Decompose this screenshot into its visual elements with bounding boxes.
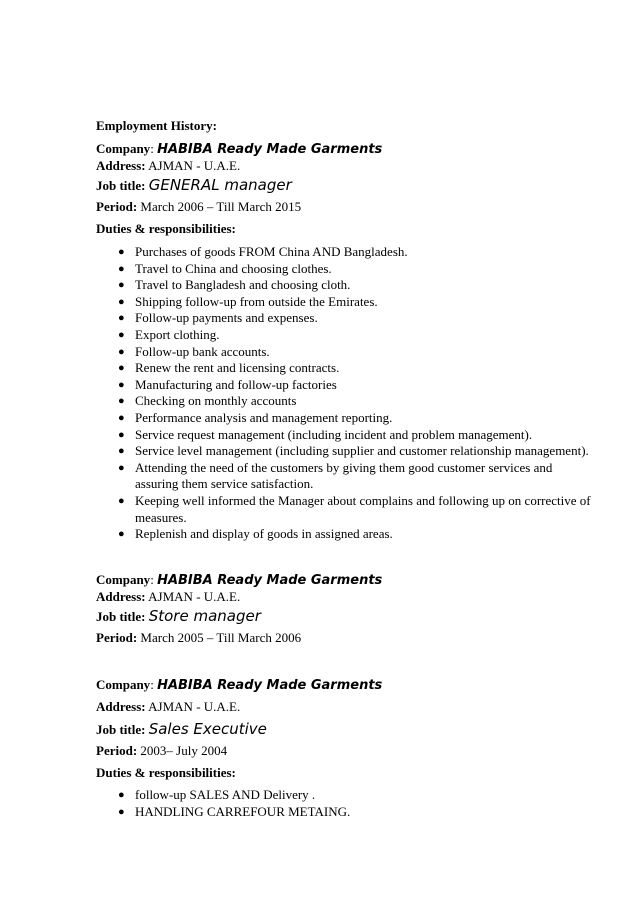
- job-entry-3: [96, 674, 606, 784]
- period-line: [96, 740, 606, 762]
- list-item: ● Service level management (including supplier and customer relationship management).: [118, 443, 589, 459]
- list-item: ● Travel to Bangladesh and choosing cloth.: [118, 277, 351, 293]
- list-item: ● Export clothing.: [118, 326, 220, 342]
- address-label: Address:: [96, 699, 146, 714]
- list-item: ● Travel to China and choosing clothes.: [118, 260, 332, 276]
- list-item: ● Renew the rent and licensing contracts.: [118, 360, 340, 376]
- period-value: March 2006 – Till March 2015: [140, 199, 302, 214]
- address-value: AJMAN - U.A.E.: [148, 699, 241, 714]
- period-line: [96, 196, 606, 218]
- job-entry-1: [96, 140, 606, 240]
- address-label: Address:: [96, 158, 146, 173]
- job-title-value: Sales Executive: [148, 720, 267, 738]
- list-item: ● Follow-up payments and expenses.: [118, 310, 318, 326]
- list-item: ● Purchases of goods FROM China AND Bangladesh.: [118, 244, 408, 259]
- list-item: ● Checking on monthly accounts: [118, 393, 297, 409]
- company-label: Company: [96, 677, 151, 692]
- job-title-label: Job title:: [96, 722, 146, 737]
- job-title-line: [96, 174, 606, 196]
- company-line: Company: HABIBA Ready Made Garments: [96, 141, 383, 157]
- period-label: Period:: [96, 199, 138, 214]
- address-label: Address:: [96, 589, 146, 604]
- company-name: HABIBA Ready Made Garments: [157, 573, 383, 588]
- list-item: ● HANDLING CARREFOUR METAING.: [118, 803, 351, 819]
- list-item: ● follow-up SALES AND Delivery .: [118, 787, 316, 802]
- job-title-label: Job title:: [96, 609, 146, 624]
- list-item: ● Service request management (including incident and problem management).: [118, 426, 533, 442]
- list-item: ● Performance analysis and management reporting.: [118, 409, 393, 425]
- duties-list-3: [118, 787, 598, 820]
- duties-list-1: [118, 244, 598, 543]
- address-line: [96, 696, 606, 718]
- job-title-value: Store manager: [148, 607, 261, 625]
- list-item: ● Manufacturing and follow-up factories: [118, 376, 337, 392]
- address-line: [96, 157, 606, 174]
- company-line: Company: HABIBA Ready Made Garments: [96, 572, 383, 588]
- address-value: AJMAN - U.A.E.: [148, 589, 241, 604]
- period-label: Period:: [96, 630, 138, 645]
- list-item: ● Attending the need of the customers by giving them good customer services and assuring them service satisfaction.: [118, 459, 553, 492]
- company-name: HABIBA Ready Made Garments: [157, 142, 383, 157]
- list-item: ● Replenish and display of goods in assigned areas.: [118, 526, 393, 542]
- duties-heading: [96, 762, 606, 784]
- address-value: AJMAN - U.A.E.: [148, 158, 241, 173]
- period-label: Period:: [96, 743, 138, 758]
- job-title-line: [96, 605, 606, 627]
- period-value: 2003– July 2004: [140, 743, 228, 758]
- period-line: [96, 627, 606, 649]
- employment-history-heading: Employment History:: [96, 118, 217, 133]
- list-item: ● Keeping well informed the Manager about complains and following up on corrective of measures.: [118, 492, 591, 525]
- list-item: ● Follow-up bank accounts.: [118, 343, 270, 359]
- company-label: Company: [96, 141, 151, 156]
- address-line: [96, 588, 606, 605]
- job-entry-2: [96, 571, 606, 649]
- company-line: Company: HABIBA Ready Made Garments: [96, 677, 383, 693]
- duties-label: Duties & responsibilities:: [96, 765, 236, 780]
- company-name: HABIBA Ready Made Garments: [157, 678, 383, 693]
- duties-heading: [96, 218, 606, 240]
- list-item: ● Shipping follow-up from outside the Emirates.: [118, 293, 378, 309]
- job-title-label: Job title:: [96, 178, 146, 193]
- period-value: March 2005 – Till March 2006: [140, 630, 302, 645]
- job-title-line: [96, 718, 606, 740]
- company-label: Company: [96, 572, 151, 587]
- job-title-value: GENERAL manager: [148, 176, 292, 194]
- duties-label: Duties & responsibilities:: [96, 221, 236, 236]
